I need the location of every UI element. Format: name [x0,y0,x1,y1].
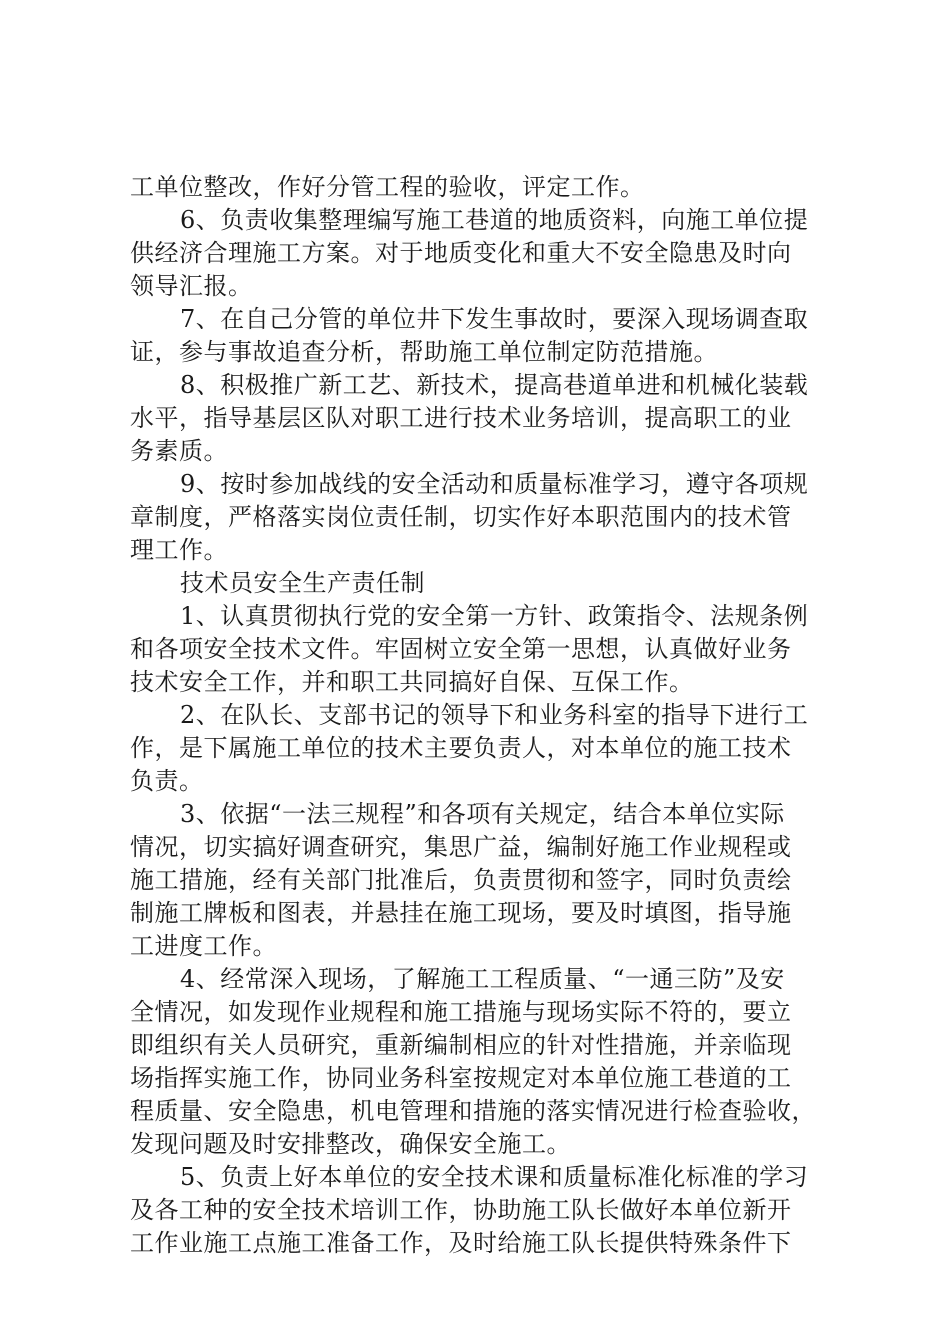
text-line: 场指挥实施工作，协同业务科室按规定对本单位施工巷道的工 [130,1064,792,1092]
text-line: 制施工牌板和图表，并悬挂在施工现场，要及时填图，指导施 [130,899,792,927]
text-line: 5、负责上好本单位的安全技术课和质量标准化标准的学习 [180,1163,809,1191]
text-line: 即组织有关人员研究，重新编制相应的针对性措施，并亲临现 [130,1031,792,1059]
text-line: 3、依据“一法三规程”和各项有关规定，结合本单位实际 [180,800,785,828]
text-line: 工进度工作。 [130,932,277,960]
text-line: 9、按时参加战线的安全活动和质量标准学习，遵守各项规 [180,470,809,498]
document-body [130,171,830,1260]
text-line: 程质量、安全隐患，机电管理和措施的落实情况进行检查验收， [130,1097,816,1125]
text-line: 1、认真贯彻执行党的安全第一方针、政策指令、法规条例 [180,602,809,630]
text-line: 全情况，如发现作业规程和施工措施与现场实际不符的，要立 [130,998,792,1026]
text-line: 发现问题及时安排整改，确保安全施工。 [130,1130,571,1158]
text-line: 理工作。 [130,536,228,564]
text-line: 章制度，严格落实岗位责任制，切实作好本职范围内的技术管 [130,503,792,531]
text-line: 4、经常深入现场，了解施工工程质量、“一通三防”及安 [180,965,785,993]
text-line: 作，是下属施工单位的技术主要负责人，对本单位的施工技术 [130,734,792,762]
text-line: 供经济合理施工方案。对于地质变化和重大不安全隐患及时向 [130,239,792,267]
text-line: 情况，切实搞好调查研究，集思广益，编制好施工作业规程或 [130,833,792,861]
text-line: 6、负责收集整理编写施工巷道的地质资料，向施工单位提 [180,206,809,234]
text-line: 工单位整改，作好分管工程的验收，评定工作。 [130,173,645,201]
section-heading: 技术员安全生产责任制 [180,569,425,597]
text-line: 务素质。 [130,437,228,465]
text-line: 及各工种的安全技术培训工作，协助施工队长做好本单位新开 [130,1196,792,1224]
text-line: 施工措施，经有关部门批准后，负责贯彻和签字，同时负责绘 [130,866,792,894]
text-line: 2、在队长、支部书记的领导下和业务科室的指导下进行工 [180,701,809,729]
text-line: 和各项安全技术文件。牢固树立安全第一思想，认真做好业务 [130,635,792,663]
text-line: 工作业施工点施工准备工作，及时给施工队长提供特殊条件下 [130,1229,792,1257]
text-line: 水平，指导基层区队对职工进行技术业务培训，提高职工的业 [130,404,792,432]
text-line: 7、在自己分管的单位井下发生事故时，要深入现场调查取 [180,305,809,333]
text-line: 证，参与事故追查分析，帮助施工单位制定防范措施。 [130,338,718,366]
text-line: 领导汇报。 [130,272,253,300]
text-line: 技术安全工作，并和职工共同搞好自保、互保工作。 [130,668,694,696]
text-line: 负责。 [130,767,204,795]
text-line: 8、积极推广新工艺、新技术，提高巷道单进和机械化装载 [180,371,809,399]
